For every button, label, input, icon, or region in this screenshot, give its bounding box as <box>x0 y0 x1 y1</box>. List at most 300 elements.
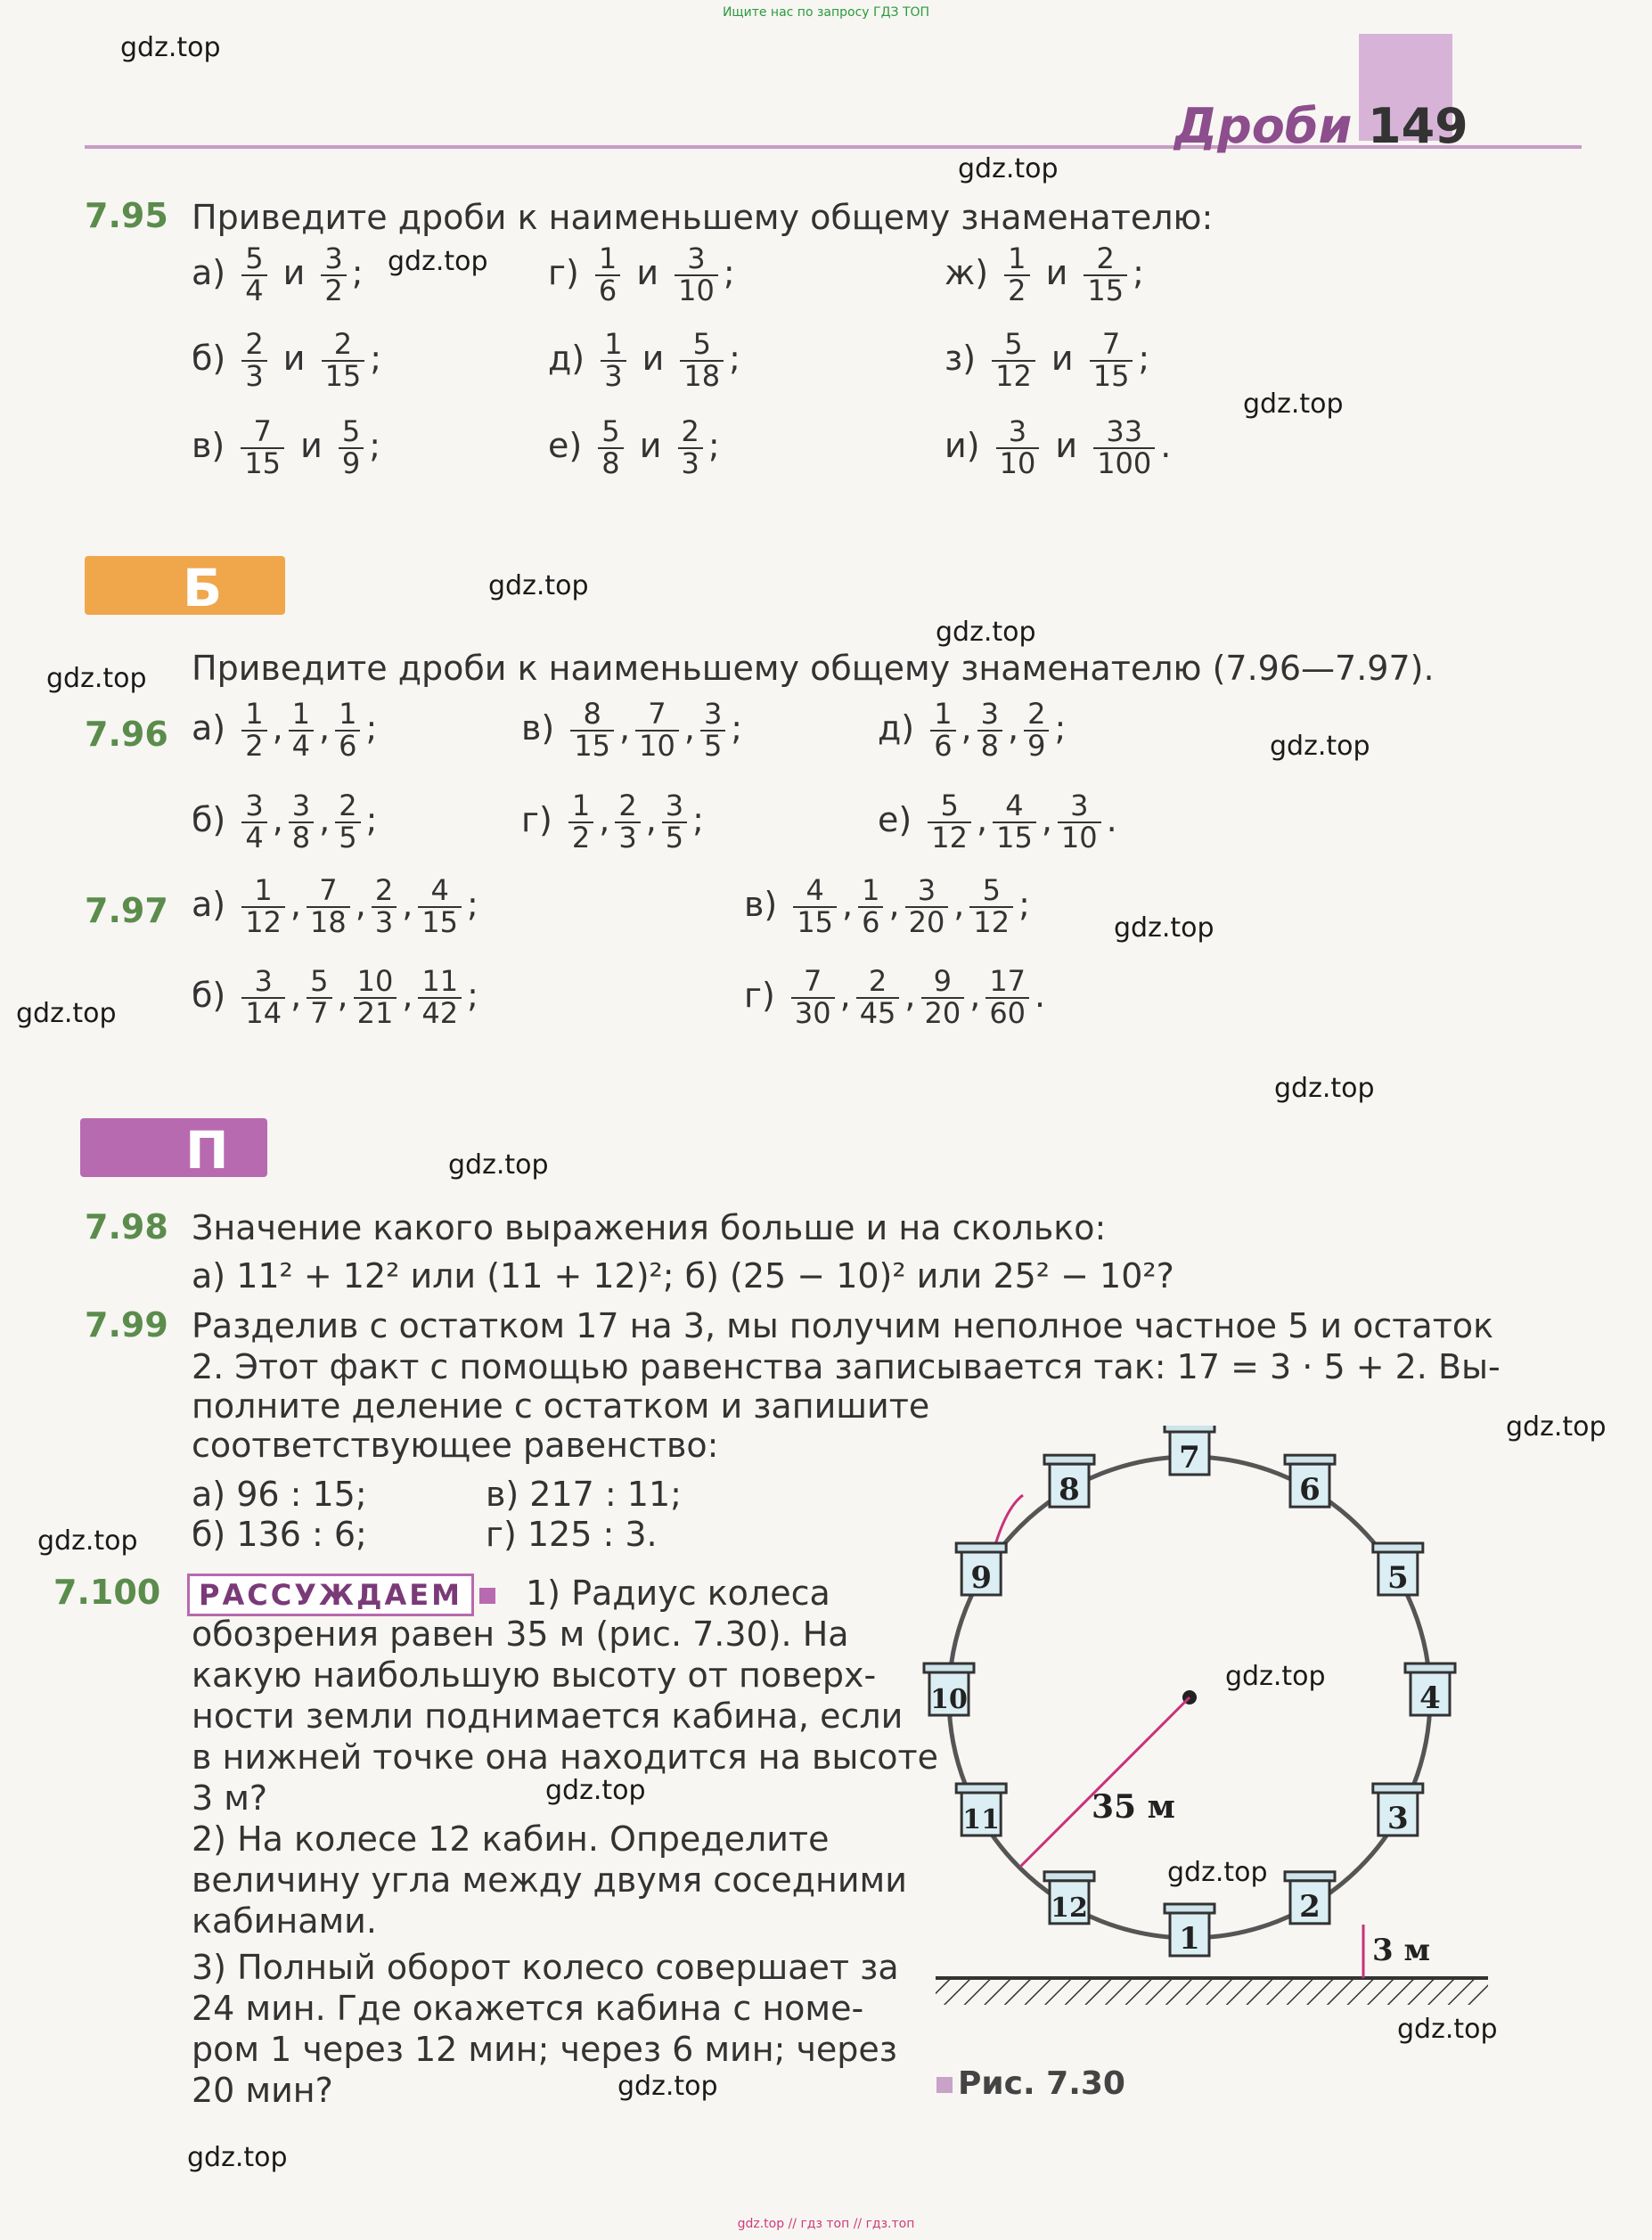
punctuation: . <box>1160 426 1172 466</box>
fraction <box>1090 327 1133 393</box>
fraction-numerator: 8 <box>570 699 614 732</box>
punctuation: , <box>319 708 331 748</box>
fraction-denominator: 5 <box>339 820 357 854</box>
problem-795-item <box>945 414 1172 480</box>
fraction-numerator: 3 <box>905 876 949 908</box>
cabin-label: 1 <box>1179 1921 1200 1957</box>
cabin-label: 9 <box>970 1560 993 1596</box>
cabin-2 <box>1285 1872 1335 1925</box>
fraction-numerator: 5 <box>969 876 1013 908</box>
fraction-numerator: 10 <box>354 967 397 999</box>
fraction-numerator: 33 <box>1093 417 1155 449</box>
item-label: а) <box>192 885 237 925</box>
item-label: г) <box>521 800 563 840</box>
punctuation: , <box>953 885 965 925</box>
punctuation: ; <box>1018 885 1030 925</box>
fraction-denominator: 20 <box>908 904 945 939</box>
fraction <box>241 327 266 393</box>
problem-7100-line12: ром 1 через 12 мин; через 6 мин; через <box>192 2030 898 2069</box>
punctuation: , <box>1041 800 1052 840</box>
cabin-label: 12 <box>1051 1892 1088 1924</box>
problem-7100-line9: кабинами. <box>192 1901 377 1941</box>
fraction <box>335 791 360 853</box>
problem-796-item <box>192 699 377 761</box>
bottom-banner[interactable]: gdz.top // гдз топ // гдз.топ <box>737 2217 915 2231</box>
cabin-label: 6 <box>1299 1472 1321 1508</box>
item-label: а) <box>192 708 237 748</box>
punctuation: , <box>683 708 695 748</box>
problem-795-item <box>192 327 382 393</box>
fraction <box>372 873 397 939</box>
punctuation: ; <box>467 976 478 1016</box>
watermark: gdz.top <box>1225 1661 1326 1692</box>
fraction-numerator: 2 <box>372 876 397 908</box>
fraction-numerator: 1 <box>601 330 626 362</box>
fraction <box>241 241 266 307</box>
problem-798-line2: а) 11² + 12² или (11 + 12)²; б) (25 − 10)² или 25² − 10²? <box>192 1256 1174 1296</box>
watermark: gdz.top <box>936 617 1036 648</box>
fraction <box>289 699 314 761</box>
fraction-numerator: 7 <box>307 876 350 908</box>
fraction-denominator: 14 <box>245 995 282 1030</box>
punctuation: ; <box>707 426 720 466</box>
fraction-denominator: 9 <box>341 446 361 480</box>
fraction-denominator: 12 <box>245 904 282 939</box>
problem-799-line1: Разделив с остатком 17 на 3, мы получим неполное частное 5 и остаток <box>192 1306 1494 1345</box>
watermark: gdz.top <box>1506 1411 1607 1443</box>
punctuation: , <box>904 976 916 1016</box>
fraction-denominator: 10 <box>678 273 715 307</box>
cabin-4 <box>1405 1664 1455 1716</box>
fraction-denominator: 45 <box>859 995 896 1030</box>
watermark: gdz.top <box>1274 1073 1375 1104</box>
watermark: gdz.top <box>388 246 488 277</box>
problem-number-798: 7.98 <box>85 1207 168 1247</box>
problem-7100-line13: 20 мин? <box>192 2071 333 2110</box>
item-label: а) <box>192 253 237 293</box>
fraction-denominator: 2 <box>571 820 591 854</box>
fraction-denominator: 5 <box>703 728 723 763</box>
problem-7100-line11: 24 мин. Где окажется кабина с номе- <box>192 1989 864 2028</box>
fraction-denominator: 4 <box>245 273 264 307</box>
fraction <box>996 414 1040 480</box>
punctuation: ; <box>1054 708 1067 748</box>
fraction-denominator: 12 <box>973 904 1010 939</box>
fraction <box>905 873 949 939</box>
punctuation: , <box>842 885 854 925</box>
fraction <box>568 791 593 853</box>
punctuation: ; <box>365 800 378 840</box>
watermark: gdz.top <box>958 153 1059 184</box>
fraction-denominator: 3 <box>374 904 394 939</box>
height-label: 3 м <box>1372 1933 1431 1968</box>
item-label: в) <box>192 426 236 466</box>
fraction-numerator: 1 <box>1004 244 1029 276</box>
fraction <box>418 964 462 1030</box>
fraction <box>680 327 724 393</box>
punctuation: . <box>1106 800 1117 840</box>
punctuation: , <box>961 708 972 748</box>
problem-7100-line6: 3 м? <box>192 1778 268 1818</box>
fraction-numerator: 2 <box>241 330 266 362</box>
fraction <box>1084 241 1127 307</box>
problem-796-item <box>878 699 1066 761</box>
fraction-numerator: 11 <box>418 967 462 999</box>
fraction-numerator: 4 <box>418 876 462 908</box>
conjunction: и <box>631 339 675 379</box>
fraction-denominator: 9 <box>1027 728 1046 763</box>
conjunction: и <box>1044 426 1089 466</box>
watermark: gdz.top <box>448 1149 549 1181</box>
fraction-denominator: 12 <box>995 358 1032 393</box>
problem-795-text: Приведите дроби к наименьшему общему знаменателю: <box>192 198 1214 237</box>
cabin-5 <box>1373 1543 1423 1596</box>
problem-799-item-b: б) 136 : 6; <box>192 1515 367 1554</box>
punctuation: ; <box>729 339 740 379</box>
item-label: в) <box>744 885 789 925</box>
punctuation: , <box>290 885 302 925</box>
fraction-numerator: 5 <box>307 967 331 999</box>
item-label: б) <box>192 800 237 840</box>
fraction <box>977 699 1002 761</box>
problem-795-item <box>548 241 735 307</box>
fraction-numerator: 3 <box>996 417 1040 449</box>
fraction-denominator: 15 <box>421 904 458 939</box>
problem-797-item <box>192 873 478 939</box>
reasoning-badge-row <box>187 1574 501 1616</box>
cabin-7 <box>1165 1426 1214 1476</box>
item-label: г) <box>548 253 590 293</box>
problem-795-item <box>192 241 364 307</box>
fraction-numerator: 1 <box>595 244 620 276</box>
fraction-denominator: 4 <box>291 728 311 763</box>
punctuation: ; <box>370 339 382 379</box>
fraction-denominator: 20 <box>924 995 961 1030</box>
fraction-numerator: 3 <box>662 791 687 823</box>
item-label: и) <box>945 426 991 466</box>
fraction-numerator: 7 <box>635 699 679 732</box>
fraction-denominator: 15 <box>797 904 834 939</box>
fraction-numerator: 1 <box>241 876 285 908</box>
fraction <box>241 414 284 480</box>
problem-796-item <box>521 791 704 853</box>
punctuation: , <box>272 800 283 840</box>
conjunction: и <box>1035 253 1079 293</box>
ferris-wheel-figure <box>918 1426 1506 2058</box>
fraction-numerator: 1 <box>289 699 314 732</box>
fraction-numerator: 3 <box>289 791 314 823</box>
fraction-denominator: 6 <box>862 904 880 939</box>
problem-799-line4: соответствующее равенство: <box>192 1426 719 1465</box>
fraction-denominator: 3 <box>604 358 623 393</box>
fraction-numerator: 3 <box>241 791 266 823</box>
conjunction: и <box>628 426 673 466</box>
fraction-denominator: 60 <box>989 995 1026 1030</box>
punctuation: ; <box>723 253 735 293</box>
item-label: ж) <box>945 253 1000 293</box>
fraction-denominator: 18 <box>683 358 721 393</box>
problem-number-7100: 7.100 <box>53 1573 161 1612</box>
problem-7100-line3: какую наибольшую высоту от поверх- <box>192 1655 877 1695</box>
problem-796-item <box>878 791 1117 853</box>
punctuation: , <box>839 976 851 1016</box>
punctuation: , <box>619 708 631 748</box>
punctuation: , <box>645 800 657 840</box>
fraction-denominator: 21 <box>356 995 394 1030</box>
fraction <box>928 791 971 853</box>
fraction <box>921 964 965 1030</box>
fraction-numerator: 3 <box>321 244 346 276</box>
intro-796-797: Приведите дроби к наименьшему общему знаменателю (7.96—7.97). <box>192 649 1435 688</box>
fraction <box>700 699 725 761</box>
problem-number-799: 7.99 <box>85 1305 168 1345</box>
fraction-numerator: 2 <box>615 791 640 823</box>
fraction-numerator: 2 <box>678 417 703 449</box>
cabin-10 <box>924 1664 974 1715</box>
problem-795-item <box>192 414 381 480</box>
cabin-label: 8 <box>1059 1472 1080 1508</box>
reasoning-badge: РАССУЖДАЕМ <box>187 1574 474 1616</box>
punctuation: , <box>319 800 331 840</box>
fraction-denominator: 8 <box>291 820 311 854</box>
problem-799-item-a: а) 96 : 15; <box>192 1475 367 1514</box>
punctuation: ; <box>365 708 378 748</box>
fraction <box>992 327 1035 393</box>
radius-label: 35 м <box>1092 1788 1175 1826</box>
fraction-denominator: 6 <box>598 273 617 307</box>
conjunction: и <box>626 253 670 293</box>
fraction <box>335 699 360 761</box>
cabin-label: 7 <box>1179 1440 1200 1476</box>
cabin-label: 3 <box>1386 1801 1409 1836</box>
badge-marker-icon <box>479 1588 495 1604</box>
cabin-label: 11 <box>962 1804 1001 1835</box>
level-b-badge <box>85 556 285 618</box>
fraction-denominator: 2 <box>1008 273 1026 307</box>
fraction-numerator: 1 <box>930 699 955 732</box>
punctuation: , <box>888 885 900 925</box>
fraction-denominator: 10 <box>1060 820 1098 854</box>
fraction-denominator: 42 <box>421 995 459 1030</box>
chapter-title: Дроби <box>1174 98 1353 154</box>
fraction <box>1024 699 1049 761</box>
radius-arrow <box>1020 1697 1190 1867</box>
cabin-label: 2 <box>1299 1888 1321 1925</box>
watermark: gdz.top <box>1114 912 1214 944</box>
punctuation: , <box>290 976 302 1016</box>
fraction <box>1058 791 1101 853</box>
problem-797-item <box>744 873 1030 939</box>
problem-7100-line10: 3) Полный оборот колесо совершает за <box>192 1948 899 1987</box>
punctuation: ; <box>467 885 478 925</box>
item-label: б) <box>192 976 237 1016</box>
fraction-denominator: 15 <box>996 820 1033 854</box>
fraction-numerator: 5 <box>339 417 364 449</box>
fraction-numerator: 1 <box>568 791 593 823</box>
watermark: gdz.top <box>120 32 221 63</box>
problem-799-item-g: г) 125 : 3. <box>486 1515 658 1554</box>
fraction-denominator: 5 <box>665 820 684 854</box>
punctuation: ; <box>1138 339 1150 379</box>
fraction-numerator: 5 <box>928 791 971 823</box>
fraction-numerator: 1 <box>858 876 883 908</box>
fraction <box>570 699 614 761</box>
fraction-denominator: 7 <box>310 995 329 1030</box>
fraction-numerator: 5 <box>598 417 623 449</box>
fraction-numerator: 4 <box>993 791 1036 823</box>
fraction-numerator: 4 <box>793 876 837 908</box>
item-label: г) <box>744 976 786 1016</box>
cabin-12 <box>1044 1872 1094 1924</box>
punctuation: , <box>599 800 610 840</box>
cabin-9 <box>956 1543 1006 1596</box>
item-label: в) <box>521 708 566 748</box>
fraction-numerator: 3 <box>977 699 1002 732</box>
fraction <box>598 414 623 480</box>
fraction-denominator: 10 <box>999 446 1036 480</box>
fraction <box>675 241 718 307</box>
watermark: gdz.top <box>1167 1857 1268 1888</box>
problem-7100-line5: в нижней точке она находится на высоте <box>192 1737 939 1777</box>
fraction <box>322 327 365 393</box>
fraction-numerator: 7 <box>241 417 284 449</box>
fraction-denominator: 12 <box>931 820 969 854</box>
fraction-denominator: 3 <box>245 358 264 393</box>
item-label: е) <box>878 800 923 840</box>
fraction-numerator: 1 <box>335 699 360 732</box>
problem-7100-line2: обозрения равен 35 м (рис. 7.30). На <box>192 1615 849 1654</box>
level-p-badge <box>80 1118 267 1181</box>
punctuation: ; <box>731 708 743 748</box>
conjunction: и <box>272 253 316 293</box>
fraction-denominator: 3 <box>681 446 699 480</box>
fraction-denominator: 2 <box>245 728 264 763</box>
fraction <box>307 964 331 1030</box>
fraction <box>793 873 837 939</box>
fraction-denominator: 100 <box>1097 446 1152 480</box>
punctuation: , <box>355 885 366 925</box>
fraction <box>241 873 285 939</box>
problem-795-item <box>945 241 1144 307</box>
fraction-denominator: 2 <box>324 273 343 307</box>
cabin-roof <box>1285 1455 1335 1464</box>
problem-7100-line1: 1) Радиус колеса <box>526 1574 830 1613</box>
cabin-6 <box>1285 1455 1335 1508</box>
fraction-denominator: 30 <box>794 995 831 1030</box>
fraction-denominator: 15 <box>574 728 611 763</box>
punctuation: , <box>402 976 413 1016</box>
watermark: gdz.top <box>1243 388 1344 420</box>
fraction <box>601 327 626 393</box>
fraction-denominator: 8 <box>980 728 999 763</box>
fraction-denominator: 3 <box>618 820 637 854</box>
header-rule <box>85 145 1582 149</box>
problem-799-line3: полните деление с остатком и запишите <box>192 1386 930 1426</box>
watermark: gdz.top <box>545 1775 646 1806</box>
problem-7100-line7: 2) На колесе 12 кабин. Определите <box>192 1819 830 1859</box>
problem-795-item <box>548 414 720 480</box>
level-p-label: П <box>185 1120 229 1181</box>
conjunction: и <box>290 426 333 466</box>
watermark: gdz.top <box>16 998 117 1029</box>
fraction-denominator: 10 <box>639 728 675 763</box>
fraction-numerator: 5 <box>680 330 724 362</box>
fraction <box>635 699 679 761</box>
fraction-denominator: 15 <box>244 446 282 480</box>
fraction-numerator: 7 <box>791 967 835 999</box>
punctuation: , <box>969 976 981 1016</box>
fraction-numerator: 3 <box>700 699 725 732</box>
problem-795-item <box>945 327 1150 393</box>
watermark: gdz.top <box>1397 2014 1498 2045</box>
punctuation: . <box>1035 976 1046 1016</box>
punctuation: , <box>337 976 348 1016</box>
watermark: gdz.top <box>488 570 589 601</box>
figure-caption-text: Рис. 7.30 <box>958 2065 1125 2102</box>
caption-marker-icon <box>936 2077 953 2093</box>
fraction <box>969 873 1013 939</box>
fraction <box>856 964 900 1030</box>
cabin-label: 5 <box>1386 1560 1409 1596</box>
watermark: gdz.top <box>46 663 147 694</box>
figure-caption <box>931 2065 1125 2102</box>
problem-number-797: 7.97 <box>85 891 168 930</box>
punctuation: , <box>402 885 413 925</box>
top-banner[interactable]: Ищите нас по запросу ГДЗ ТОП <box>722 5 930 20</box>
fraction-numerator: 7 <box>1090 330 1133 362</box>
fraction-numerator: 1 <box>241 699 266 732</box>
watermark: gdz.top <box>617 2071 718 2102</box>
cabin-label: 4 <box>1419 1680 1441 1716</box>
fraction-denominator: 15 <box>324 358 362 393</box>
problem-796-item <box>521 699 742 761</box>
punctuation: , <box>1008 708 1019 748</box>
fraction-numerator: 3 <box>675 244 718 276</box>
punctuation: ; <box>369 426 381 466</box>
punctuation: , <box>977 800 988 840</box>
cabin-roof <box>1044 1455 1094 1464</box>
problem-795-item <box>548 327 740 393</box>
fraction <box>241 699 266 761</box>
fraction-numerator: 3 <box>241 967 285 999</box>
cabin-label: 10 <box>930 1684 968 1715</box>
watermark: gdz.top <box>37 1525 138 1557</box>
fraction <box>241 791 266 853</box>
problem-number-795: 7.95 <box>85 196 168 235</box>
conjunction: и <box>1040 339 1084 379</box>
fraction-numerator: 2 <box>1024 699 1049 732</box>
fraction <box>678 414 703 480</box>
fraction-numerator: 2 <box>856 967 900 999</box>
fraction <box>418 873 462 939</box>
item-label: е) <box>548 426 593 466</box>
fraction-numerator: 17 <box>985 967 1029 999</box>
problem-796-item <box>192 791 377 853</box>
watermark: gdz.top <box>187 2142 288 2173</box>
fraction-numerator: 2 <box>322 330 365 362</box>
fraction <box>595 241 620 307</box>
problem-number-796: 7.96 <box>85 715 168 754</box>
punctuation: ; <box>692 800 704 840</box>
fraction-denominator: 18 <box>310 904 347 939</box>
problem-799-line2: 2. Этот факт с помощью равенства записывается так: 17 = 3 · 5 + 2. Вы- <box>192 1347 1501 1386</box>
item-label: з) <box>945 339 987 379</box>
fraction <box>289 791 314 853</box>
problem-7100-line8: величину угла между двумя соседними <box>192 1860 907 1900</box>
fraction <box>930 699 955 761</box>
fraction-denominator: 4 <box>245 820 264 854</box>
punctuation: ; <box>351 253 364 293</box>
